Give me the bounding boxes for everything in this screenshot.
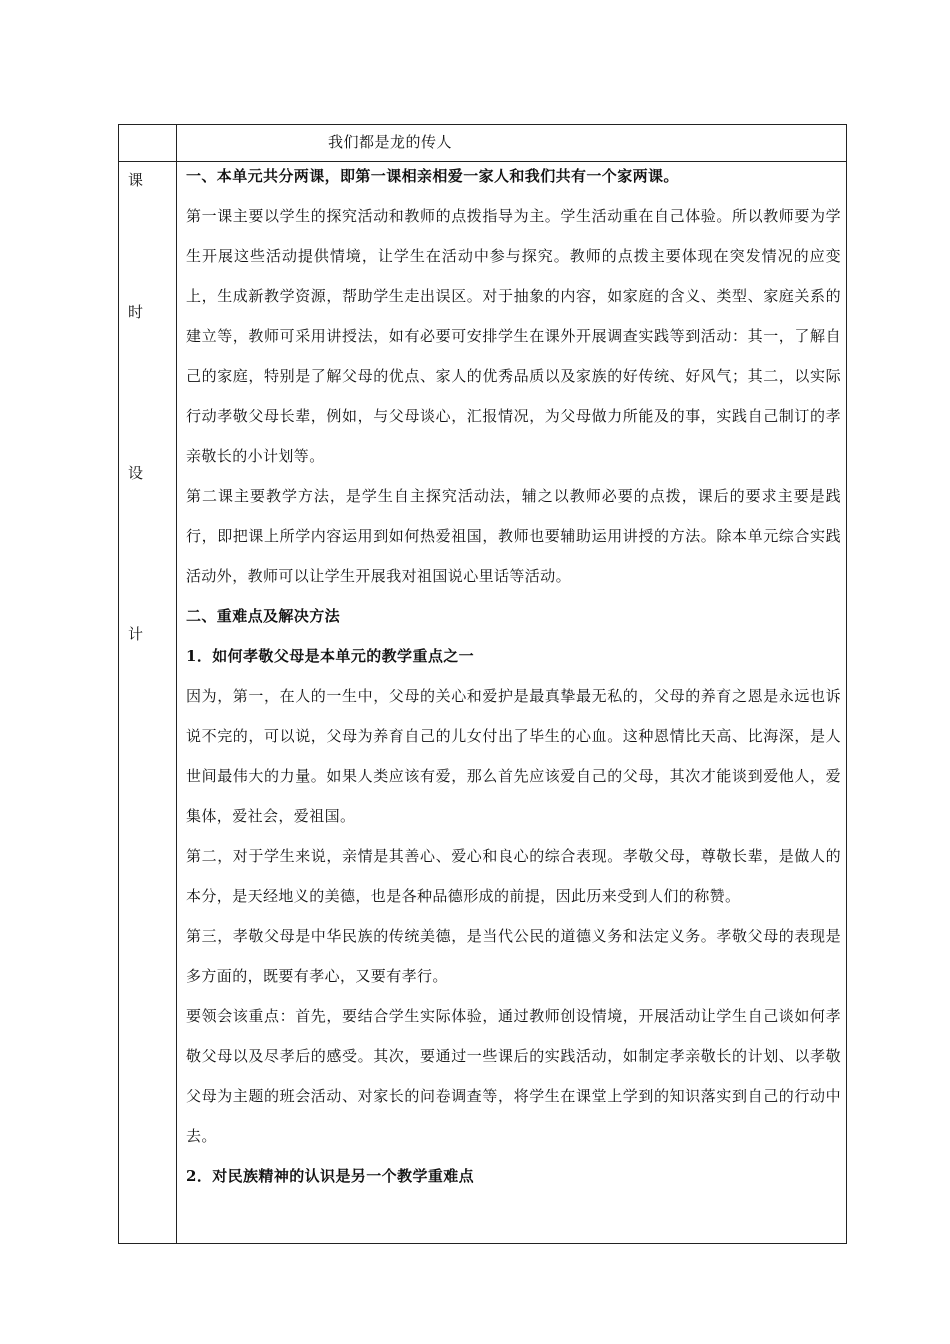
paragraph-method: 要领会该重点：首先，要结合学生实际体验，通过教师创设情境，开展活动让学生自己谈如何孝敬父母以及尽孝后的感受。其次，要通过一些课后的实践活动，如制定孝亲敬长的计划、以孝敬父母为主题的班会活动、对家长的问卷调查等，将学生在课堂上学到的知识落实到自己的行动中去。 — [186, 1007, 841, 1145]
paragraph-lesson-one: 第一课主要以学生的探究活动和教师的点拨指导为主。学生活动重在自己体验。所以教师要为学生开展这些活动提供情境，让学生在活动中参与探究。教师的点拨主要体现在突发情况的应变上，生成新教学资源，帮助学生走出误区。对于抽象的内容，如家庭的含义、类型、家庭关系的建立等，教师可采用讲授法，如有必要可安排学生在课外开展调查实践等到活动：其一，了解自己的家庭，特别是了解父母的优点、家人的优秀品质以及家族的好传统、好风气；其二，以实际行动孝敬父母长辈，例如，与父母谈心，汇报情况，为父母做力所能及的事，实践自己制订的孝亲敬长的小计划等。 — [186, 207, 841, 465]
paragraph-lesson-two: 第二课主要教学方法，是学生自主探究活动法，辅之以教师必要的点拨，课后的要求主要是践行，即把课上所学内容运用到如何热爱祖国，教师也要辅助运用讲授的方法。除本单元综合实践活动外，教师可以让学生开展我对祖国说心里话等活动。 — [186, 487, 841, 585]
lesson-design-content — [186, 165, 841, 1196]
section-heading-overview: 一、本单元共分两课，即第一课相亲相爱一家人和我们共有一个家两课。 — [186, 167, 679, 185]
paragraph-reason-third: 第三，孝敬父母是中华民族的传统美德，是当代公民的道德义务和法定义务。孝敬父母的表现是多方面的，既要有孝心，又要有孝行。 — [186, 927, 841, 985]
paragraph-reason-second: 第二，对于学生来说，亲情是其善心、爱心和良心的综合表现。孝敬父母，尊敬长辈，是做人的本分，是天经地义的美德，也是各种品德形成的前提，因此历来受到人们的称赞。 — [186, 847, 841, 905]
key-point-1-heading: 1．如何孝敬父母是本单元的教学重点之一 — [186, 647, 475, 665]
side-label-char-2: 时 — [128, 303, 144, 321]
lesson-table — [118, 124, 847, 1244]
side-label-char-3: 设 — [128, 464, 144, 482]
side-label-char-1: 课 — [128, 171, 144, 189]
column-divider — [176, 125, 177, 1243]
key-point-2-heading: 2．对民族精神的认识是另一个教学重难点 — [186, 1167, 475, 1185]
side-label-char-4: 计 — [128, 625, 144, 643]
lesson-title: 我们都是龙的传人 — [328, 133, 453, 151]
section-heading-key-points: 二、重难点及解决方法 — [186, 607, 341, 625]
row-divider — [119, 161, 846, 162]
paragraph-reason-first: 因为，第一，在人的一生中，父母的关心和爱护是最真挚最无私的，父母的养育之恩是永远也诉说不完的，可以说，父母为养育自己的儿女付出了毕生的心血。这种恩情比天高、比海深，是人世间最伟大的力量。如果人类应该有爱，那么首先应该爱自己的父母，其次才能谈到爱他人，爱集体，爱社会，爱祖国。 — [186, 687, 841, 825]
